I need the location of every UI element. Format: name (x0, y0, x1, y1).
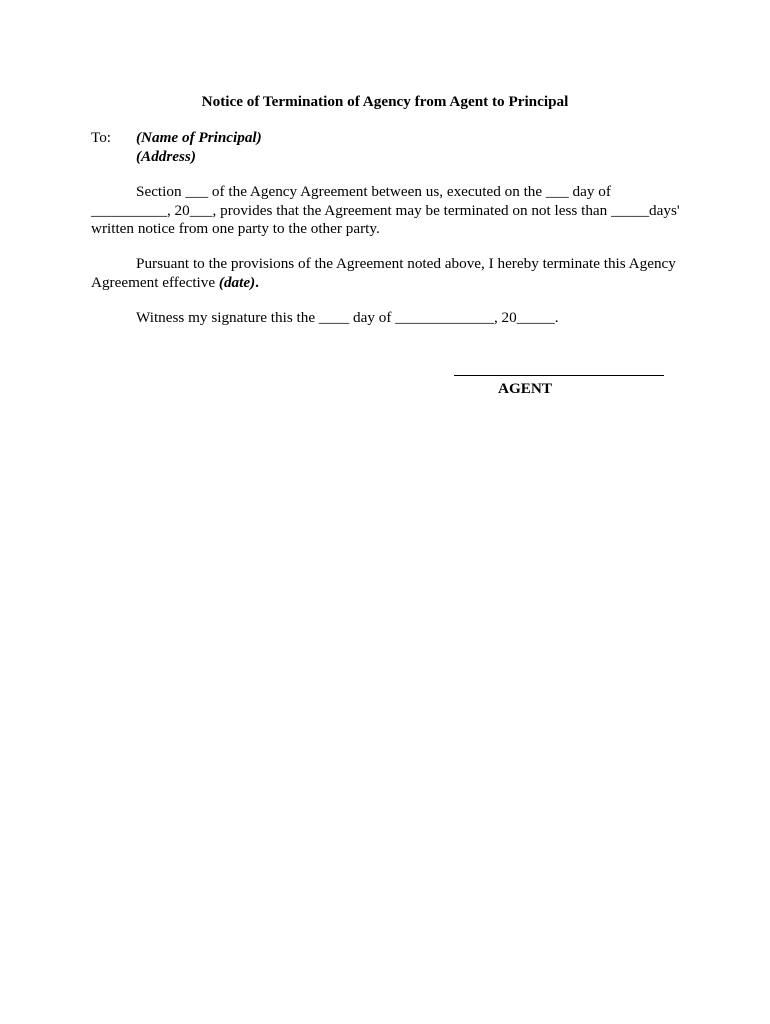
document-title: Notice of Termination of Agency from Agent to Principal (201, 93, 569, 110)
section-paragraph-line-1: Section ___ of the Agency Agreement between us, executed on the ___ day of (136, 183, 611, 200)
termination-paragraph (91, 255, 681, 292)
termination-paragraph-line-2 (91, 274, 681, 293)
signature-line (454, 375, 664, 376)
effective-date-field: (date) (218, 273, 256, 291)
period: . (255, 273, 259, 291)
to-label: To: (91, 129, 112, 146)
section-paragraph-line-3: written notice from one party to the other party. (91, 220, 380, 237)
termination-paragraph-line-1: Pursuant to the provisions of the Agreement noted above, I hereby terminate this Agency (136, 255, 676, 272)
principal-name-field: (Name of Principal) (136, 129, 262, 146)
section-paragraph-line-2: __________, 20___, provides that the Agreement may be terminated on not less than _____days' (91, 201, 680, 219)
effective-label: Agreement effective (91, 273, 219, 291)
agent-signature-label: AGENT (497, 380, 552, 397)
section-paragraph (91, 183, 681, 239)
addressee-values (136, 129, 262, 166)
witness-paragraph (91, 309, 681, 328)
witness-line: Witness my signature this the ____ day of _____________, 20_____. (136, 309, 559, 326)
principal-address-field: (Address) (136, 147, 196, 165)
